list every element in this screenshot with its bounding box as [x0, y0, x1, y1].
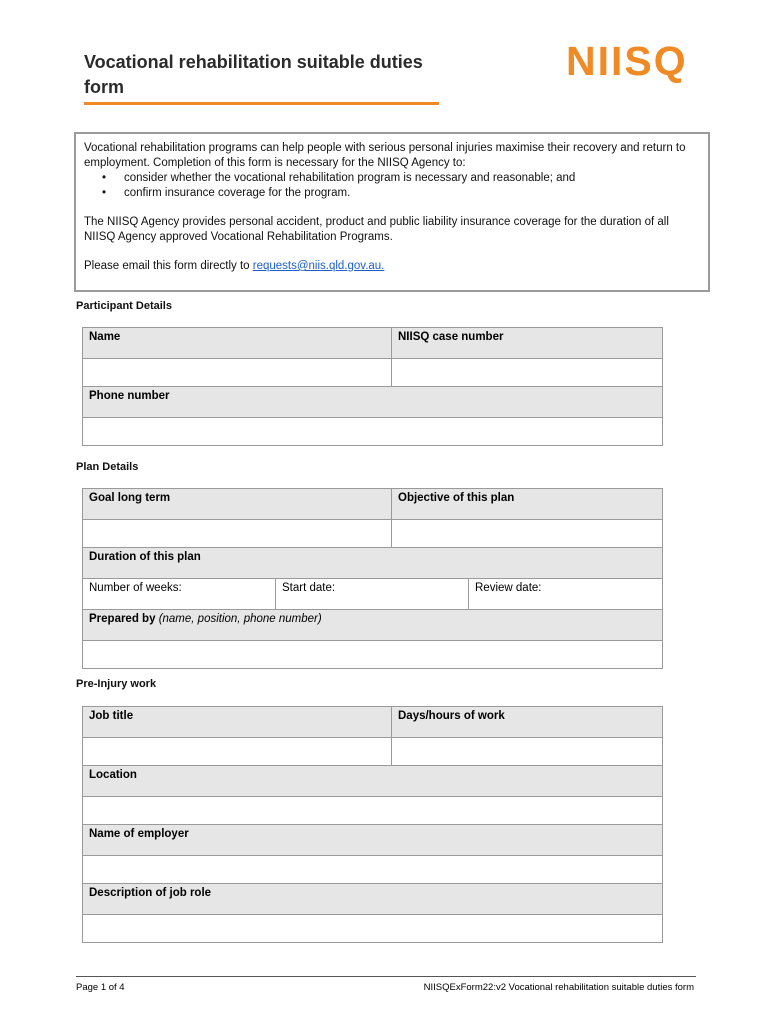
participant-heading: Participant Details: [76, 300, 172, 312]
location-label: Location: [83, 766, 663, 797]
intro-bullet: • confirm insurance coverage for the program.: [124, 186, 700, 201]
prepared-by-field[interactable]: [83, 641, 663, 669]
intro-bullets: [84, 171, 700, 201]
email-prefix: Please email this form directly to: [84, 260, 253, 272]
employer-label: Name of employer: [83, 825, 663, 856]
email-link[interactable]: requests@niis.qld.gov.au.: [252, 260, 385, 272]
duration-label: Duration of this plan: [83, 548, 663, 579]
goal-label: Goal long term: [83, 489, 392, 520]
intro-paragraph-2: The NIISQ Agency provides personal accident, product and public liability insurance coverage for the duration of all NIISQ Agency approved Vocational Rehabilitation Programs.: [84, 216, 669, 243]
intro-bullet: • consider whether the vocational rehabilitation program is necessary and reasonable; and: [124, 171, 700, 186]
case-number-label: NIISQ case number: [392, 328, 663, 359]
objective-field[interactable]: [392, 520, 663, 548]
case-number-field[interactable]: [392, 359, 663, 387]
phone-field[interactable]: [83, 418, 663, 446]
preinjury-table: [82, 706, 663, 943]
footer-rule: [76, 976, 696, 977]
intro-box: [74, 132, 710, 292]
email-line: [84, 259, 700, 274]
prepared-by-label: [83, 610, 663, 641]
phone-label: Phone number: [83, 387, 663, 418]
days-hours-field[interactable]: [392, 738, 663, 766]
form-title: Vocational rehabilitation suitable duties form: [84, 52, 423, 97]
intro-paragraph-1: Vocational rehabilitation programs can help people with serious personal injuries maximise their recovery and return to employment. Completion of this form is necessary for the NIISQ Agency to:: [84, 142, 686, 169]
weeks-field[interactable]: Number of weeks:: [83, 579, 276, 610]
job-description-label: Description of job role: [83, 884, 663, 915]
plan-heading: Plan Details: [76, 461, 139, 473]
employer-field[interactable]: [83, 856, 663, 884]
job-description-field[interactable]: [83, 915, 663, 943]
location-field[interactable]: [83, 797, 663, 825]
preinjury-heading: Pre-Injury work: [76, 678, 157, 690]
form-identifier: NIISQExForm22:v2 Vocational rehabilitation suitable duties form: [423, 982, 694, 993]
prepared-by-text: Prepared by: [89, 613, 156, 625]
participant-table: [82, 327, 663, 446]
job-title-label: Job title: [83, 707, 392, 738]
goal-field[interactable]: [83, 520, 392, 548]
days-hours-label: Days/hours of work: [392, 707, 663, 738]
title-underline: [84, 102, 439, 105]
prepared-by-note: (name, position, phone number): [158, 613, 322, 625]
name-label: Name: [83, 328, 392, 359]
plan-table: [82, 488, 663, 669]
review-date-field[interactable]: Review date:: [469, 579, 663, 610]
start-date-field[interactable]: Start date:: [276, 579, 469, 610]
objective-label: Objective of this plan: [392, 489, 663, 520]
job-title-field[interactable]: [83, 738, 392, 766]
name-field[interactable]: [83, 359, 392, 387]
niisq-logo: NIISQ: [566, 38, 688, 84]
page-number: Page 1 of 4: [76, 982, 125, 993]
